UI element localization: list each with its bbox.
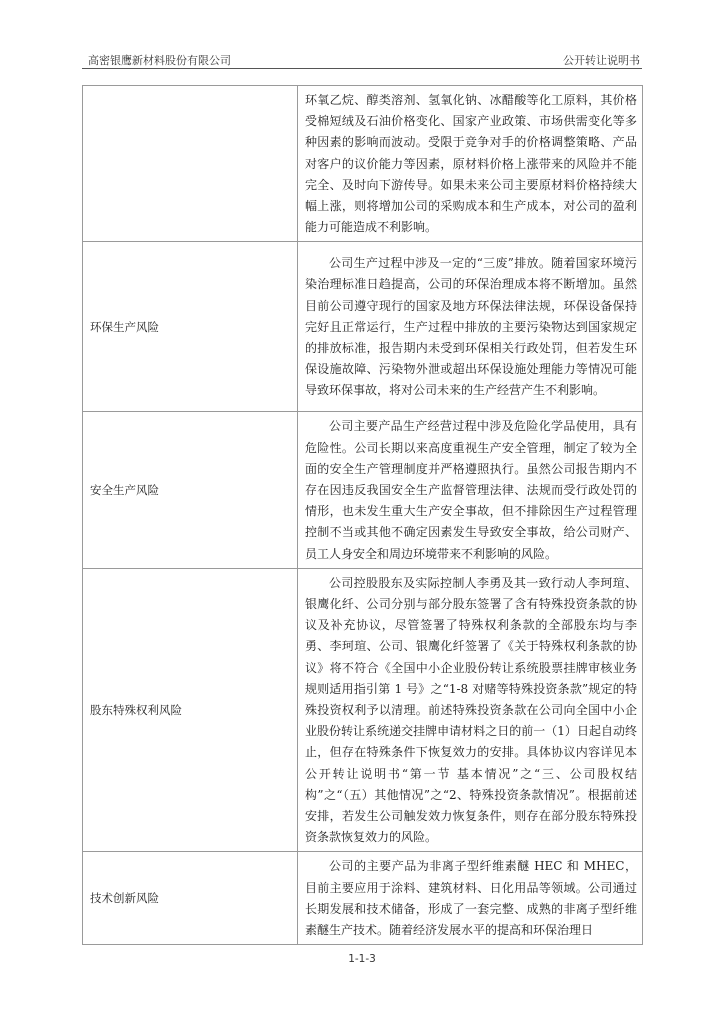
table-row <box>83 242 643 412</box>
risk-description: 公司控股股东及实际控制人李勇及其一致行动人李珂瑄、银鹰化纤、公司分别与部分股东签署了含有特殊投资条款的协议及补充协议，尽管签署了特殊权利条款的全部股东均与李勇、李珂瑄、公司、银鹰化纤签署了《关于特殊权利条款的协议》将不符合《全国中小企业股份转让系统股票挂牌审核业务规则适用指引第 1 号》之“1-8 对赌等特殊投资条款”规定的特殊投资权利予以清理。前述特殊投资条款在公司向全国中小企业股份转让系统递交挂牌申请材料之日的前一（1）日起自动终止，但存在特殊条件下恢复效力的安排。具体协议内容详见本公开转让说明书“第一节 基本情况”之“三、公司股权结构”之“（五）其他情况”之“2、特殊投资条款情况”。根据前述安排，若发生公司触发效力恢复条件，则存在部分股东特殊投资条款恢复效力的风险。 <box>298 568 643 852</box>
table-row <box>83 412 643 568</box>
risk-name: 技术创新风险 <box>83 852 298 945</box>
risk-description: 环氧乙烷、醇类溶剂、氢氧化钠、冰醋酸等化工原料，其价格受棉短绒及石油价格变化、国家产业政策、市场供需变化等多种因素的影响而波动。受限于竞争对手的价格调整策略、产品对客户的议价能力等因素，原材料价格上涨带来的风险并不能完全、及时向下游传导。如果未来公司主要原材料价格持续大幅上涨，则将增加公司的采购成本和生产成本，对公司的盈利能力可能造成不利影响。 <box>298 86 643 242</box>
table-row <box>83 568 643 852</box>
page-number: 1-1-3 <box>348 953 376 965</box>
risk-name: 股东特殊权利风险 <box>83 568 298 852</box>
document-title: 公开转让说明书 <box>563 54 640 67</box>
header-divider <box>82 68 642 69</box>
risk-name: 环保生产风险 <box>83 242 298 412</box>
table-row <box>83 86 643 242</box>
company-name: 高密银鹰新材料股份有限公司 <box>88 54 231 67</box>
risk-description: 公司的主要产品为非离子型纤维素醚 HEC 和 MHEC，目前主要应用于涂料、建筑材料、日化用品等领域。公司通过长期发展和技术储备，形成了一套完整、成熟的非离子型纤维素醚生产技术。随着经济发展水平的提高和环保治理日 <box>298 852 643 945</box>
risk-name: 安全生产风险 <box>83 412 298 568</box>
risk-description: 公司生产过程中涉及一定的“三废”排放。随着国家环境污染治理标准日趋提高，公司的环保治理成本将不断增加。虽然目前公司遵守现行的国家及地方环保法律法规，环保设备保持完好且正常运行，生产过程中排放的主要污染物达到国家规定的排放标准，报告期内未受到环保相关行政处罚，但若发生环保设施故障、污染物外泄或超出环保设施处理能力等情况可能导致环保事故，将对公司未来的生产经营产生不利影响。 <box>298 242 643 412</box>
table-row <box>83 852 643 945</box>
risk-name <box>83 86 298 242</box>
risk-table <box>82 85 643 945</box>
page-header <box>80 49 642 67</box>
risk-description: 公司主要产品生产经营过程中涉及危险化学品使用，具有危险性。公司长期以来高度重视生产安全管理，制定了较为全面的安全生产管理制度并严格遵照执行。虽然公司报告期内不存在因违反我国安全生产监督管理法律、法规而受行政处罚的情形，也未发生重大生产安全事故，但不排除因生产过程管理控制不当或其他不确定因素发生导致安全事故，给公司财产、员工人身安全和周边环境带来不利影响的风险。 <box>298 412 643 568</box>
